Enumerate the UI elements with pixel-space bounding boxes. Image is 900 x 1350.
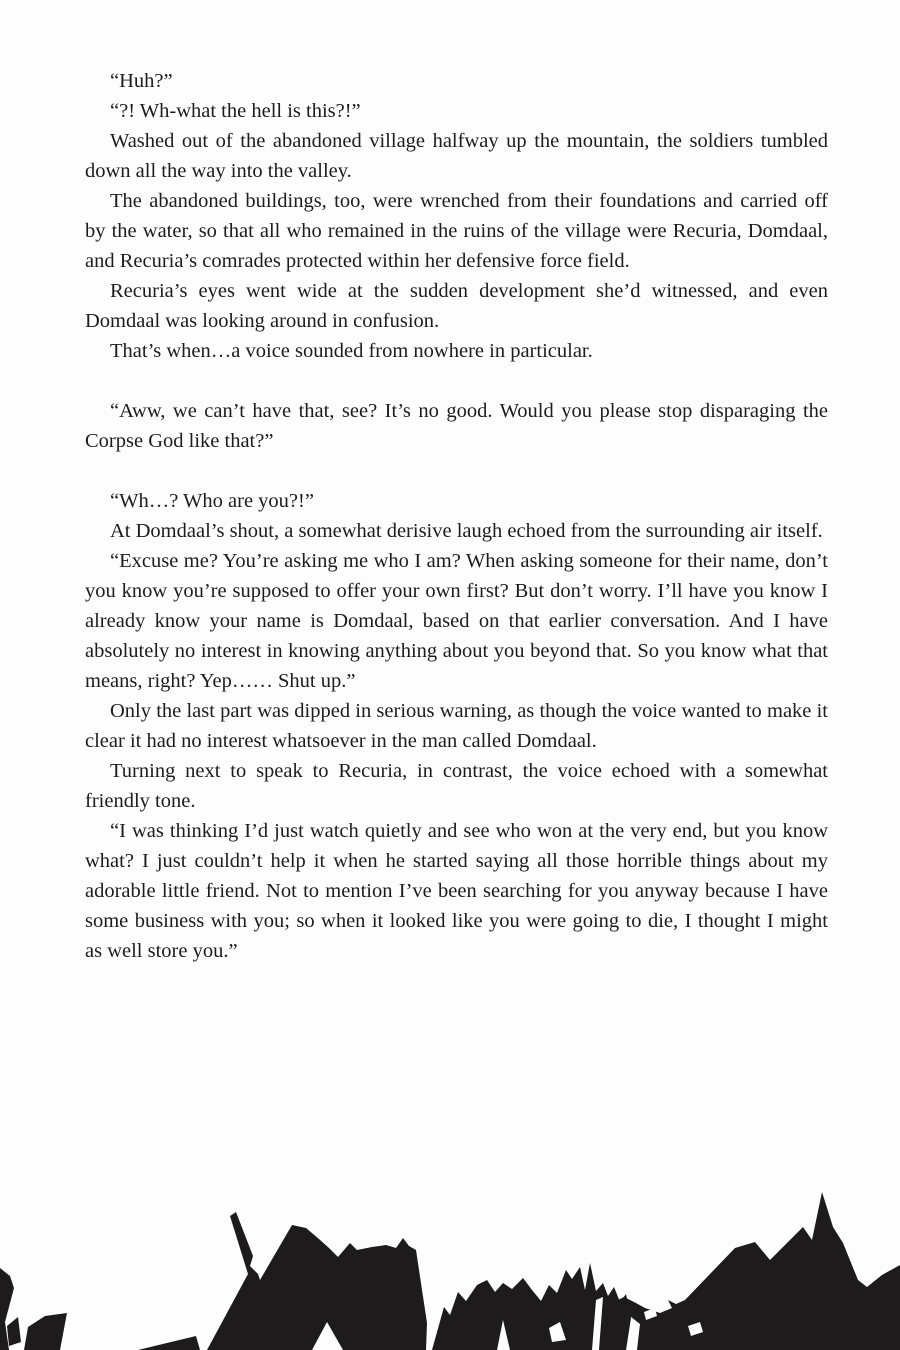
paragraph: At Domdaal’s shout, a somewhat derisive laugh echoed from the surrounding air itself.: [110, 520, 823, 542]
paragraph: Only the last part was dipped in serious warning, as though the voice wanted to make it clear it had no interest whatsoever in the man called Domdaal.: [85, 700, 828, 752]
paragraph: “Huh?”: [110, 70, 173, 92]
shattered-debris-illustration: [0, 1150, 900, 1350]
paragraph: The abandoned buildings, too, were wrenched from their foundations and carried off by the water, so that all who remained in the ruins of the village were Recuria, Domdaal, and Recuria’s comrades protected within her defensive force field.: [85, 190, 828, 272]
debris-shard-bottom-wedge: [138, 1336, 200, 1350]
paragraph: Turning next to speak to Recuria, in contrast, the voice echoed with a somewhat friendly tone.: [85, 760, 828, 812]
debris-shard-left-slab: [24, 1313, 67, 1350]
paragraph: That’s when…a voice sounded from nowhere in particular.: [110, 340, 593, 362]
debris-shard-left-chip: [7, 1317, 21, 1346]
debris-mass-left: [207, 1212, 427, 1350]
paragraph: “?! Wh-what the hell is this?!”: [110, 100, 361, 122]
debris-shards: [0, 1192, 900, 1350]
paragraph: “Excuse me? You’re asking me who I am? When asking someone for their name, don’t you know you’re supposed to offer your own first? But don’t worry. I’ll have you know I already know your name is Domdaal, based on that earlier conversation. And I have absolutely no interest in knowing anything about you beyond that. So you know what that means, right? Yep…… Shut up.”: [85, 550, 828, 692]
paragraph: Recuria’s eyes went wide at the sudden development she’d witnessed, and even Domdaal was looking around in confusion.: [85, 280, 828, 332]
page-text: [85, 66, 828, 966]
paragraph: Washed out of the abandoned village halfway up the mountain, the soldiers tumbled down all the way into the valley.: [85, 130, 828, 182]
paragraph: “Wh…? Who are you?!”: [110, 490, 314, 512]
debris-mass-right: [616, 1192, 900, 1350]
paragraph: “Aww, we can’t have that, see? It’s no good. Would you please stop disparaging the Corpse God like that?”: [85, 400, 828, 452]
paragraph: “I was thinking I’d just watch quietly and see who won at the very end, but you know what? I just couldn’t help it when he started saying all those horrible things about my adorable little friend. Not to mention I’ve been searching for you anyway because I have some business with you; so when it looked like you were going to die, I thought I might as well store you.”: [85, 820, 828, 962]
